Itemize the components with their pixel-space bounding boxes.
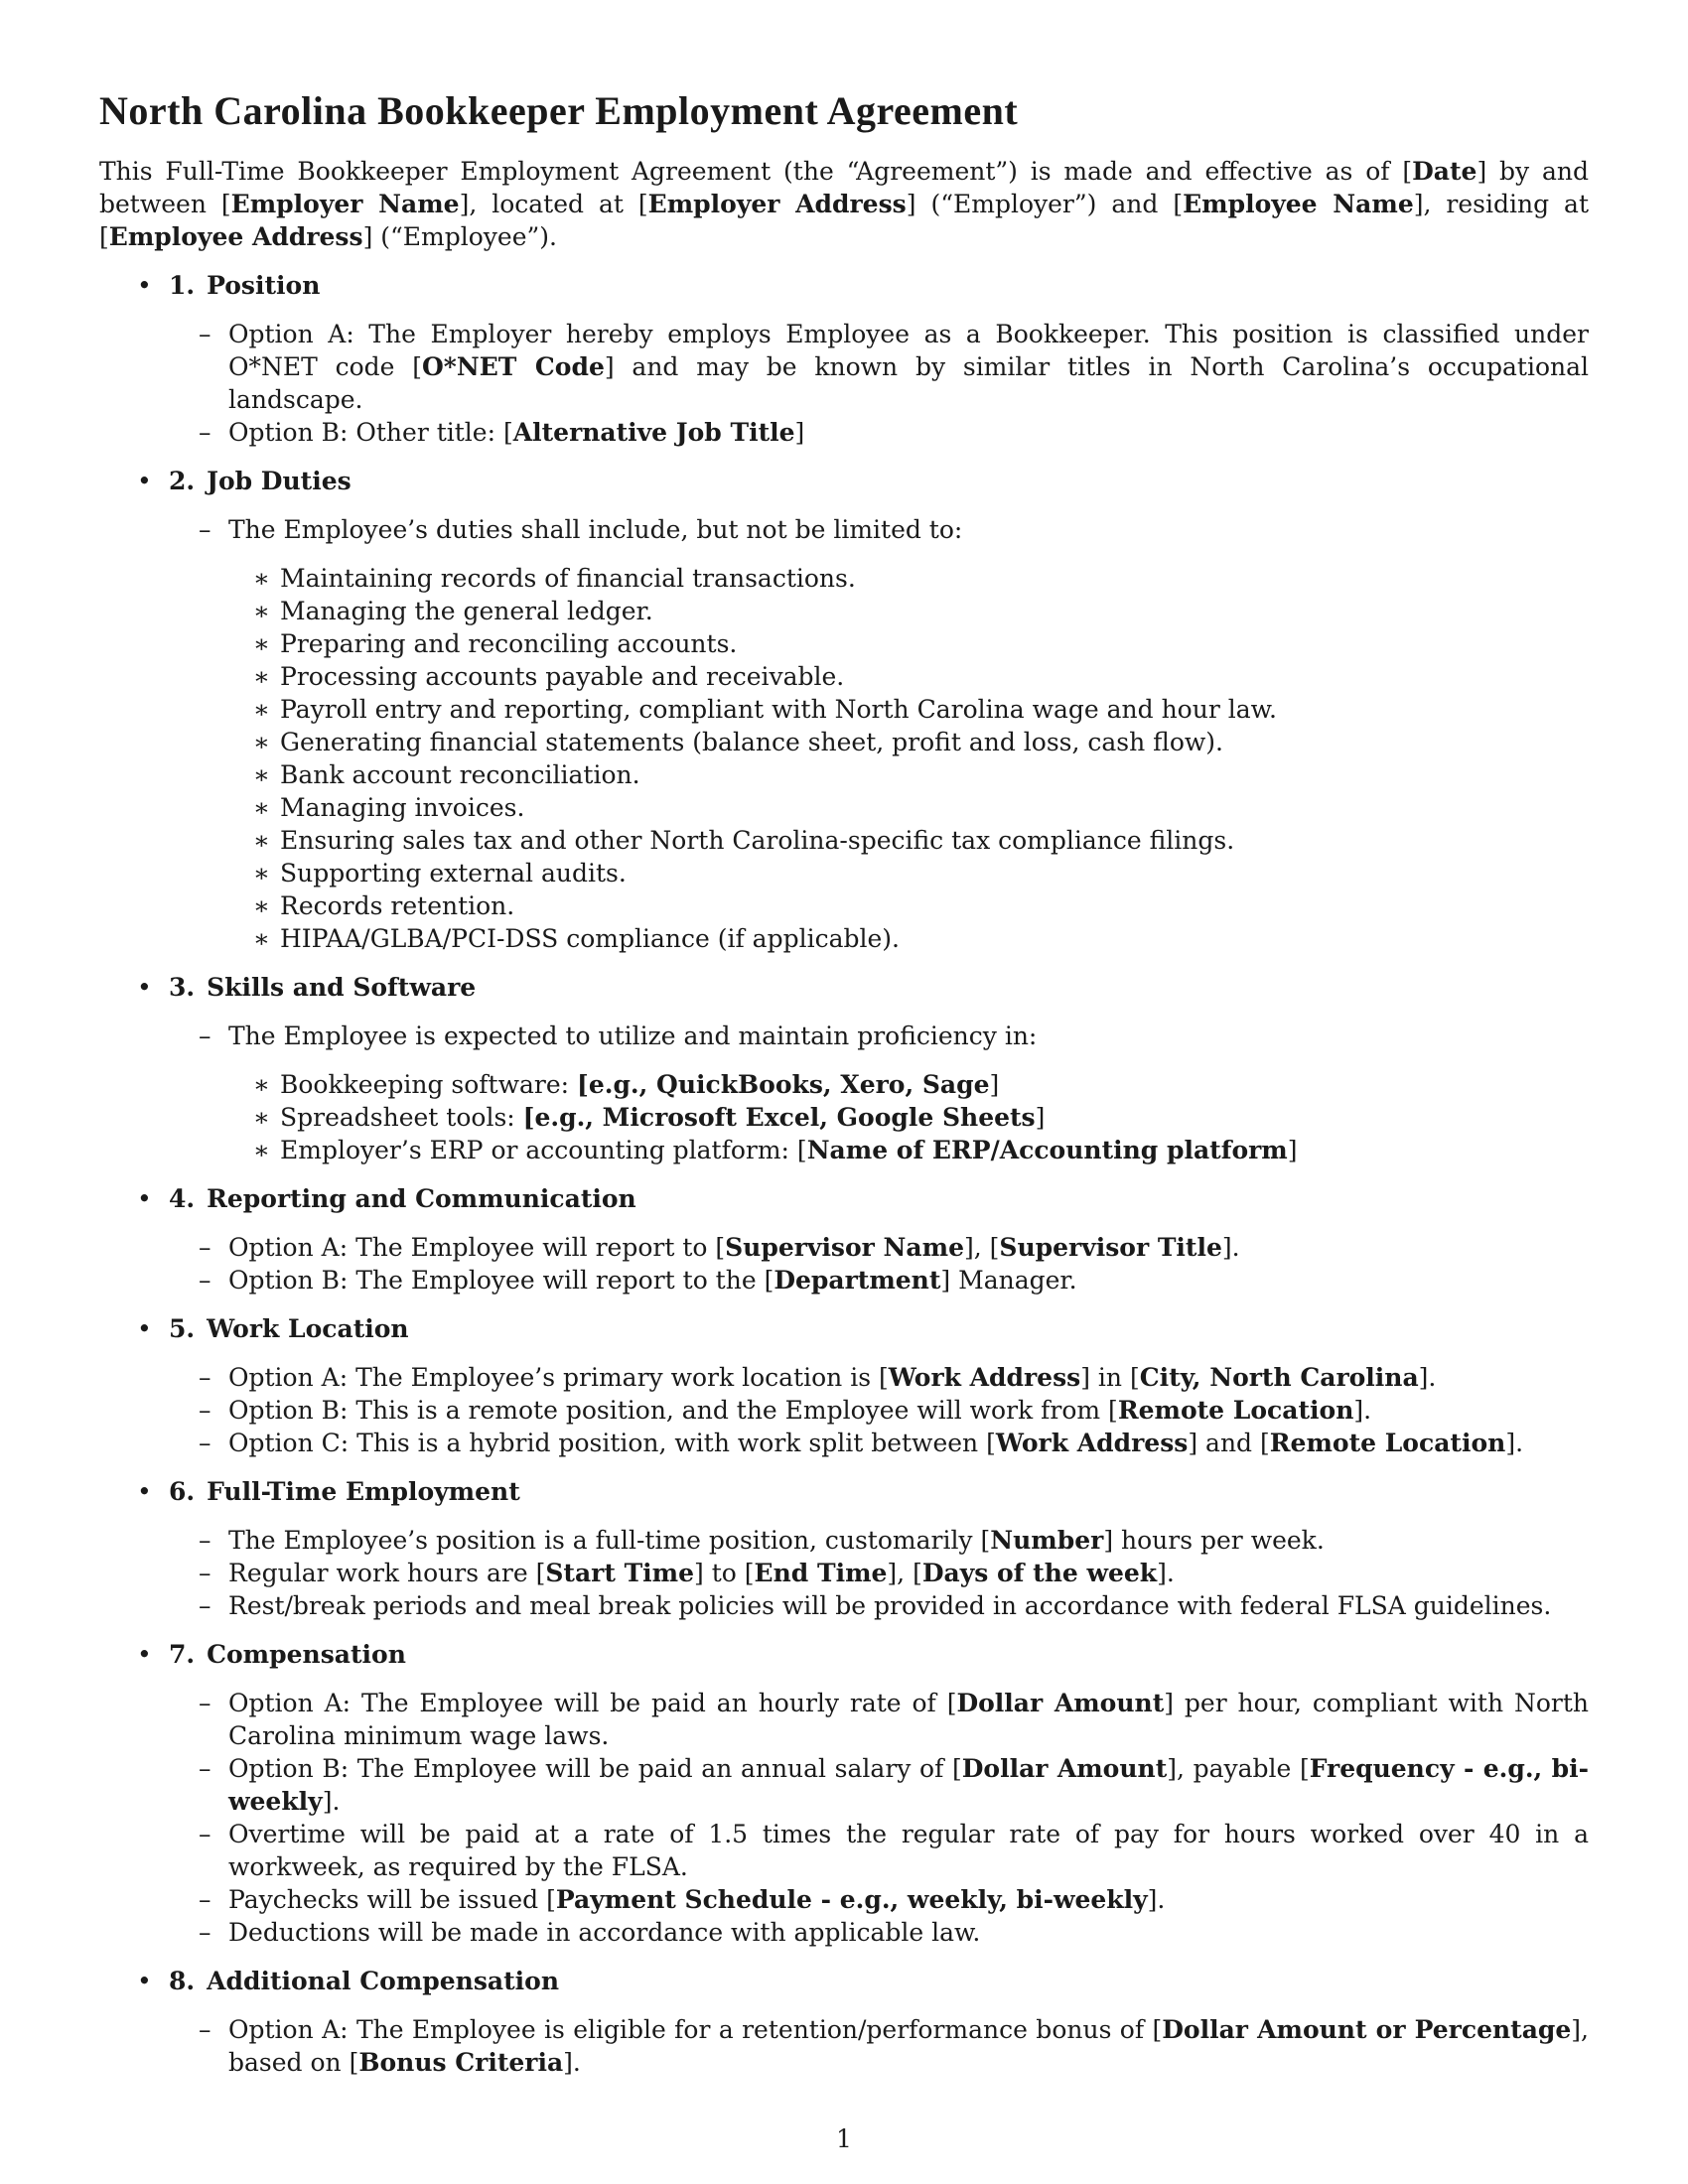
option-list xyxy=(169,1020,1589,1052)
option-text: The Employee’s position is a full-time position, customarily [ xyxy=(228,1526,991,1555)
placeholder-bookkeeping-software: [e.g., QuickBooks, Xero, Sage xyxy=(577,1070,990,1099)
option-text: ] xyxy=(794,418,805,447)
option-item xyxy=(169,1361,1589,1394)
option-text: ]. xyxy=(1418,1363,1437,1392)
intro-text: ] by and between [ xyxy=(99,157,1589,218)
section-skills-software xyxy=(99,971,1589,1166)
intro-paragraph xyxy=(99,155,1589,253)
option-item xyxy=(169,1231,1589,1264)
option-text: ]. xyxy=(1157,1559,1175,1587)
option-text: Option B: The Employee will report to the [ xyxy=(228,1266,774,1295)
dash-icon: – xyxy=(199,1363,211,1392)
list-item xyxy=(169,562,1589,595)
bullet-icon: • xyxy=(137,1640,152,1669)
option-text: ] per hour, compliant with North Carolina minimum wage laws. xyxy=(228,1689,1589,1750)
dash-icon: – xyxy=(199,1754,211,1783)
placeholder-alternative-job-title: Alternative Job Title xyxy=(512,418,795,447)
list-item xyxy=(169,889,1589,922)
dash-icon: – xyxy=(199,418,211,447)
bullet-icon: • xyxy=(137,973,152,1002)
option-item xyxy=(169,1524,1589,1557)
option-text: The Employee’s duties shall include, but not be limited to: xyxy=(228,515,963,544)
option-text: Option A: The Employee’s primary work location is [ xyxy=(228,1363,889,1392)
list-item xyxy=(169,1101,1589,1134)
option-text: Option B: Other title: [ xyxy=(228,418,513,447)
dash-icon: – xyxy=(199,1233,211,1262)
dash-icon: – xyxy=(199,1559,211,1587)
dash-icon: – xyxy=(199,1820,211,1848)
dash-icon: – xyxy=(199,2015,211,2044)
placeholder-start-time: Start Time xyxy=(545,1559,695,1587)
section-title: Full-Time Employment xyxy=(207,1477,520,1506)
asterisk-icon: ∗ xyxy=(253,760,270,789)
list-item-text: Bookkeeping software: xyxy=(280,1070,578,1099)
dash-icon: – xyxy=(199,1429,211,1457)
option-text: Option B: This is a remote position, and the Employee will work from [ xyxy=(228,1396,1118,1425)
bullet-icon: • xyxy=(137,1967,152,1995)
option-text: Option A: The Employee will be paid an hourly rate of [ xyxy=(228,1689,957,1717)
option-list xyxy=(169,2013,1589,2079)
section-title: Compensation xyxy=(207,1640,406,1669)
intro-text: This Full-Time Bookkeeper Employment Agreement (the “Agreement”) is made and effective as of [ xyxy=(99,157,1413,186)
section-heading xyxy=(169,1182,1589,1215)
placeholder-payment-schedule: Payment Schedule - e.g., weekly, bi-weekly xyxy=(555,1885,1148,1914)
option-text: ] and [ xyxy=(1188,1429,1270,1457)
section-job-duties xyxy=(99,465,1589,955)
list-item-text: ] xyxy=(989,1070,1000,1099)
list-item xyxy=(169,791,1589,824)
list-item-text: Supporting external audits. xyxy=(280,859,627,887)
bullet-icon: • xyxy=(137,1314,152,1343)
intro-text: ], located at [ xyxy=(459,190,648,218)
list-item-text: Generating financial statements (balance sheet, profit and loss, cash flow). xyxy=(280,728,1223,756)
list-item xyxy=(169,758,1589,791)
asterisk-icon: ∗ xyxy=(253,826,270,855)
section-title: Additional Compensation xyxy=(207,1967,560,1995)
section-title: Work Location xyxy=(207,1314,409,1343)
section-heading xyxy=(169,465,1589,497)
option-item xyxy=(169,513,1589,546)
option-text: ]. xyxy=(1221,1233,1240,1262)
option-item xyxy=(169,1818,1589,1883)
list-item xyxy=(169,1068,1589,1101)
asterisk-icon: ∗ xyxy=(253,891,270,920)
list-item-text: Managing invoices. xyxy=(280,793,525,822)
placeholder-bonus-amount: Dollar Amount or Percentage xyxy=(1162,2015,1572,2044)
bullet-icon: • xyxy=(137,467,152,495)
document-page xyxy=(99,87,1589,2095)
placeholder-employer-name: Employer Name xyxy=(230,190,460,218)
section-heading xyxy=(169,1638,1589,1671)
bullet-icon: • xyxy=(137,1477,152,1506)
list-item xyxy=(169,693,1589,726)
asterisk-icon: ∗ xyxy=(253,1136,270,1164)
dash-icon: – xyxy=(199,1591,211,1620)
placeholder-dollar-amount: Dollar Amount xyxy=(961,1754,1168,1783)
placeholder-supervisor-name: Supervisor Name xyxy=(725,1233,964,1262)
option-text: Overtime will be paid at a rate of 1.5 times the regular rate of pay for hours worked over 40 in a workweek, as required by the FLSA. xyxy=(228,1820,1589,1881)
placeholder-remote-location: Remote Location xyxy=(1117,1396,1354,1425)
placeholder-frequency: Frequency - e.g., bi-weekly xyxy=(228,1754,1589,1816)
intro-text: ] (“Employee”). xyxy=(362,222,557,251)
option-text: ] Manager. xyxy=(940,1266,1077,1295)
list-item-text: Managing the general ledger. xyxy=(280,597,653,625)
list-item-text: ] xyxy=(1035,1103,1046,1132)
asterisk-icon: ∗ xyxy=(253,859,270,887)
option-text: ], [ xyxy=(887,1559,922,1587)
option-text: Regular work hours are [ xyxy=(228,1559,546,1587)
option-item xyxy=(169,1427,1589,1459)
option-text: ], payable [ xyxy=(1167,1754,1310,1783)
dash-icon: – xyxy=(199,1689,211,1717)
option-text: ], [ xyxy=(963,1233,1000,1262)
option-text: Option A: The Employee is eligible for a retention/performance bonus of [ xyxy=(228,2015,1163,2044)
asterisk-icon: ∗ xyxy=(253,1070,270,1099)
placeholder-employer-address: Employer Address xyxy=(647,190,907,218)
option-list xyxy=(169,1687,1589,1949)
option-text: ] hours per week. xyxy=(1103,1526,1325,1555)
option-item xyxy=(169,1589,1589,1622)
section-number: 2. xyxy=(169,467,196,495)
dash-icon: – xyxy=(199,1022,211,1050)
option-text: ]. xyxy=(1353,1396,1372,1425)
option-item xyxy=(169,416,1589,449)
list-item xyxy=(169,1134,1589,1166)
option-item xyxy=(169,1883,1589,1916)
list-item xyxy=(169,595,1589,627)
option-item xyxy=(169,1687,1589,1752)
section-number: 6. xyxy=(169,1477,196,1506)
dash-icon: – xyxy=(199,1526,211,1555)
list-item-text: Spreadsheet tools: xyxy=(280,1103,523,1132)
option-list xyxy=(169,1361,1589,1459)
placeholder-employee-address: Employee Address xyxy=(108,222,363,251)
section-number: 4. xyxy=(169,1184,196,1213)
option-text: ]. xyxy=(1147,1885,1166,1914)
intro-text: ] (“Employer”) and [ xyxy=(906,190,1184,218)
option-item xyxy=(169,1557,1589,1589)
list-item-text: Employer’s ERP or accounting platform: [ xyxy=(280,1136,807,1164)
option-item xyxy=(169,1752,1589,1818)
placeholder-onet-code: O*NET Code xyxy=(422,352,605,381)
section-number: 1. xyxy=(169,271,196,300)
placeholder-spreadsheet-tools: [e.g., Microsoft Excel, Google Sheets xyxy=(522,1103,1036,1132)
duty-list xyxy=(169,562,1589,955)
section-title: Skills and Software xyxy=(207,973,477,1002)
dash-icon: – xyxy=(199,1918,211,1947)
list-item xyxy=(169,627,1589,660)
list-item xyxy=(169,857,1589,889)
section-heading xyxy=(169,269,1589,302)
bullet-icon: • xyxy=(137,1184,152,1213)
option-text: Option C: This is a hybrid position, with work split between [ xyxy=(228,1429,996,1457)
list-item xyxy=(169,660,1589,693)
bullet-icon: • xyxy=(137,271,152,300)
list-item-text: Ensuring sales tax and other North Carolina-specific tax compliance filings. xyxy=(280,826,1235,855)
list-item xyxy=(169,922,1589,955)
asterisk-icon: ∗ xyxy=(253,728,270,756)
option-item xyxy=(169,2013,1589,2079)
placeholder-work-address: Work Address xyxy=(995,1429,1189,1457)
placeholder-number: Number xyxy=(990,1526,1104,1555)
section-number: 5. xyxy=(169,1314,196,1343)
asterisk-icon: ∗ xyxy=(253,924,270,953)
option-list xyxy=(169,1231,1589,1297)
option-text: Rest/break periods and meal break policies will be provided in accordance with federal FLSA guidelines. xyxy=(228,1591,1552,1620)
option-text: ] in [ xyxy=(1080,1363,1140,1392)
placeholder-employee-name: Employee Name xyxy=(1183,190,1414,218)
list-item-text: ] xyxy=(1287,1136,1298,1164)
option-item xyxy=(169,1394,1589,1427)
section-heading xyxy=(169,1965,1589,1997)
section-heading xyxy=(169,1312,1589,1345)
intro-text: ], residing at [ xyxy=(99,190,1589,251)
placeholder-supervisor-title: Supervisor Title xyxy=(999,1233,1222,1262)
option-item xyxy=(169,1264,1589,1297)
section-heading xyxy=(169,971,1589,1004)
asterisk-icon: ∗ xyxy=(253,662,270,691)
asterisk-icon: ∗ xyxy=(253,629,270,658)
section-list xyxy=(99,269,1589,2079)
option-item xyxy=(169,1020,1589,1052)
section-reporting xyxy=(99,1182,1589,1297)
asterisk-icon: ∗ xyxy=(253,597,270,625)
section-title: Reporting and Communication xyxy=(207,1184,636,1213)
asterisk-icon: ∗ xyxy=(253,1103,270,1132)
section-additional-compensation xyxy=(99,1965,1589,2079)
placeholder-end-time: End Time xyxy=(754,1559,888,1587)
placeholder-date: Date xyxy=(1412,157,1477,186)
section-heading xyxy=(169,1475,1589,1508)
placeholder-bonus-criteria: Bonus Criteria xyxy=(358,2048,564,2077)
section-title: Job Duties xyxy=(207,467,352,495)
section-number: 3. xyxy=(169,973,196,1002)
dash-icon: – xyxy=(199,320,211,348)
asterisk-icon: ∗ xyxy=(253,793,270,822)
section-work-location xyxy=(99,1312,1589,1459)
placeholder-work-address: Work Address xyxy=(888,1363,1081,1392)
list-item-text: Bank account reconciliation. xyxy=(280,760,640,789)
asterisk-icon: ∗ xyxy=(253,564,270,593)
placeholder-city: City, North Carolina xyxy=(1139,1363,1419,1392)
option-text: Paychecks will be issued [ xyxy=(228,1885,556,1914)
placeholder-days-of-week: Days of the week xyxy=(921,1559,1158,1587)
dash-icon: – xyxy=(199,1266,211,1295)
list-item xyxy=(169,726,1589,758)
option-text: ] and may be known by similar titles in North Carolina’s occupational landscape. xyxy=(228,352,1590,414)
option-text: ]. xyxy=(563,2048,581,2077)
list-item-text: Maintaining records of financial transactions. xyxy=(280,564,856,593)
placeholder-dollar-amount: Dollar Amount xyxy=(956,1689,1165,1717)
option-text: ], based on [ xyxy=(228,2015,1589,2077)
list-item-text: Records retention. xyxy=(280,891,515,920)
list-item-text: Payroll entry and reporting, compliant with North Carolina wage and hour law. xyxy=(280,695,1278,724)
option-list xyxy=(169,513,1589,546)
option-text: Option A: The Employee will report to [ xyxy=(228,1233,726,1262)
page-number: 1 xyxy=(836,2124,852,2153)
option-list xyxy=(169,318,1589,449)
option-text: ] to [ xyxy=(694,1559,755,1587)
option-text: The Employee is expected to utilize and maintain proficiency in: xyxy=(228,1022,1038,1050)
option-text: ]. xyxy=(1505,1429,1524,1457)
section-number: 7. xyxy=(169,1640,196,1669)
dash-icon: – xyxy=(199,1396,211,1425)
list-item xyxy=(169,824,1589,857)
placeholder-remote-location: Remote Location xyxy=(1269,1429,1506,1457)
dash-icon: – xyxy=(199,1885,211,1914)
option-text: ]. xyxy=(322,1787,341,1816)
section-full-time-employment xyxy=(99,1475,1589,1622)
asterisk-icon: ∗ xyxy=(253,695,270,724)
option-text: Deductions will be made in accordance with applicable law. xyxy=(228,1918,981,1947)
placeholder-department: Department xyxy=(774,1266,941,1295)
option-item xyxy=(169,318,1589,416)
option-item xyxy=(169,1916,1589,1949)
document-title: North Carolina Bookkeeper Employment Agreement xyxy=(99,88,1019,133)
section-position xyxy=(99,269,1589,449)
option-text: Option B: The Employee will be paid an annual salary of [ xyxy=(228,1754,962,1783)
section-number: 8. xyxy=(169,1967,196,1995)
section-compensation xyxy=(99,1638,1589,1949)
dash-icon: – xyxy=(199,515,211,544)
skill-list xyxy=(169,1068,1589,1166)
placeholder-erp-platform: Name of ERP/Accounting platform xyxy=(806,1136,1288,1164)
list-item-text: Processing accounts payable and receivable. xyxy=(280,662,845,691)
option-text: Option A: The Employer hereby employs Employee as a Bookkeeper. This position is classified under O*NET code [ xyxy=(228,320,1589,381)
section-title: Position xyxy=(207,271,321,300)
list-item-text: HIPAA/GLBA/PCI-DSS compliance (if applicable). xyxy=(280,924,900,953)
option-list xyxy=(169,1524,1589,1622)
list-item-text: Preparing and reconciling accounts. xyxy=(280,629,738,658)
